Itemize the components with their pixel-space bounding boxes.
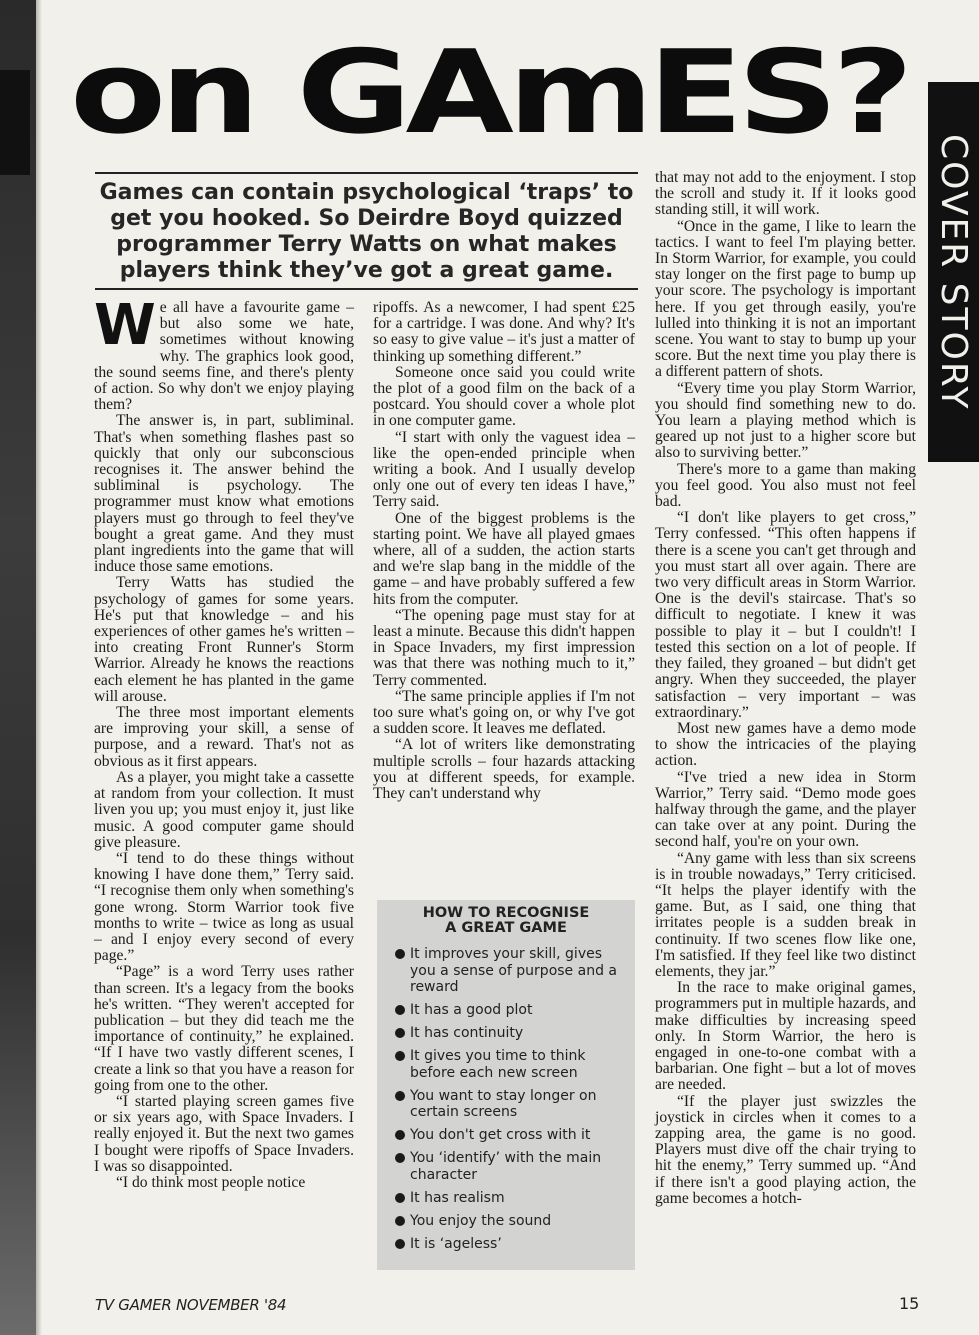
paragraph: In the race to make original games, programmers put in multiple hazards, and make difficulties by increasing speed only. In Storm Warrior, the hero is engaged in one-to-one combat with a barbarian. One fight – but a lot of moves are needed. (655, 979, 916, 1094)
sidebar-title-line: A GREAT GAME (445, 920, 567, 936)
paragraph: “Any game with less than six screens is in trouble nowadays,” Terry criticised. “It helps the player identify with the game. But, as I said, one thing that irritates people is a sudden break in continuity. If two scenes flow like one, I'm satisfied. If they feel like two distinct elements, they jar.” (655, 849, 916, 980)
checklist-item: It has a good plot (395, 1002, 621, 1019)
paragraph: “I've tried a new idea in Storm Warrior,” Terry said. “Demo mode goes halfway through the game, and the player can take over at any point. During the second half, you're on your own. (655, 768, 916, 851)
article-column-2 (373, 300, 635, 802)
drop-cap: W (94, 293, 156, 358)
checklist-item: It has continuity (395, 1025, 621, 1042)
paragraph-text: e all have a favourite game – but also some we hate, sometimes without knowing why. The graphics look good, the sound seems fine, and there's plenty of action. So why don't we enjoy playing them? (94, 299, 354, 414)
paragraph: “A lot of writers like demonstrating multiple scrolls – four hazards attacking you at different speeds, for example. They can't understand why (373, 736, 635, 803)
checklist-item: It gives you time to think before each new screen (395, 1048, 621, 1081)
checklist-item: You want to stay longer on certain screens (395, 1088, 621, 1121)
paragraph: that may not add to the enjoyment. I stop the scroll and study it. If it looks good standing still, it will work. (655, 169, 916, 219)
paragraph: The three most important elements are improving your skill, a sense of purpose, and a reward. That's not as obvious as it first appears. (94, 704, 354, 770)
standfirst: Games can contain psychological ‘traps’ to get you hooked. So Deirdre Boyd quizzed programmer Terry Watts on what makes players think they’ve got a great game. (95, 172, 638, 290)
section-tab-label: COVER STORY (933, 133, 974, 411)
page-gutter-shadow (0, 0, 36, 1335)
article-column-3 (655, 170, 916, 1207)
paragraph: “I started playing screen games five or six years ago, with Space Invaders. I really enjoyed it. But the next two games I bought were ripoffs of Space Invaders. I was so disappointed. (94, 1092, 354, 1175)
sidebar-box (377, 900, 635, 1270)
paragraph: There's more to a game than making you feel good. You also must not feel bad. (655, 460, 916, 511)
paragraph: The answer is, in part, subliminal. That's when something flashes past so quickly that only our subconscious recognises it. The answer behind the subliminal is psychology. The programmer must know what emotions players must go through to feel they've bought a great game. And they must plant ingredients into the game that will induce those same emotions. (94, 412, 354, 576)
paragraph: “I don't like players to get cross,” Terry confessed. “This often happens if there is a scene you can't get through and you must start all over again. There are two very difficult areas in Storm Warrior. One is the devil's staircase. That's so difficult to negotiate. I knew it was possible to play it – but I couldn't! I tested this section on a lot of people. If they failed, they groaned – but didn't get angry. When they succeeded, the player satisfaction – very important – was extraordinary.” (655, 509, 916, 721)
checklist (377, 946, 635, 1252)
checklist-item: You ‘identify’ with the main character (395, 1150, 621, 1183)
sidebar-box-title (377, 906, 635, 936)
paragraph: ripoffs. As a newcomer, I had spent £25 for a cartridge. I was done. And why? It's so easy to give value – it's just a matter of thinking up something different.” (373, 299, 635, 365)
paragraph: As a player, you might take a cassette at random from your collection. It must liven you up; you must enjoy it, just like music. A good computer game should give pleasure. (94, 768, 354, 851)
paragraph: “Every time you play Storm Warrior, you should find something new to do. You learn a playing method which is geared up not just to a higher score but also to surviving better.” (655, 379, 916, 462)
paragraph: “I tend to do these things without knowing I have done them,” Terry said. “I recognise them only when something's gone wrong. Storm Warrior took five months to write – twice as long as usual – and I enjoy every second of every page.” (94, 849, 354, 965)
paragraph: “The same principle applies if I'm not too sure what's going on, or why I've got a sudden score. It leaves me deflated. (373, 687, 635, 738)
paragraph (94, 293, 354, 414)
checklist-item: It is ‘ageless’ (395, 1236, 621, 1253)
checklist-item: It has realism (395, 1190, 621, 1207)
paragraph: “I start with only the vaguest idea – like the open-ended principle when writing a book. And I usually develop only one out of every ten ideas I have,” Terry said. (373, 428, 635, 511)
checklist-item: You don't get cross with it (395, 1127, 621, 1144)
paragraph: “Page” is a word Terry uses rather than screen. It's a legacy from the books he's written. “They weren't accepted for publication – but they did teach me the importance of continuity,” he explained. “If I have two vastly different scenes, I create a link so that you have a reason for going from one to the other. (94, 963, 354, 1094)
paragraph: One of the biggest problems is the starting point. We have all played gmaes where, all of a sudden, the action starts and we're slap bang in the middle of the game – and have probably suffered a few hits from the computer. (373, 509, 635, 608)
footer-publication: TV GAMER NOVEMBER '84 (95, 1296, 287, 1314)
paragraph: Most new games have a demo mode to show the intricacies of the playing action. (655, 719, 916, 770)
article-column-1 (94, 293, 354, 1191)
section-tab (928, 82, 979, 462)
paragraph: “I do think most people notice (116, 1173, 306, 1191)
paragraph: Terry Watts has studied the psychology of games for some years. He's put that knowledge – and his experiences of other games he's written – into creating Front Runner's Storm Warrior. Already he knows the reactions each element he has planted in the game will arouse. (94, 574, 354, 705)
checklist-item: You enjoy the sound (395, 1213, 621, 1230)
paragraph: “Once in the game, I like to learn the tactics. I want to feel I'm playing better. In Storm Warrior, for example, you could stay longer on the first page to bump up your score. The psychology is important here. If you get through easily, you're lulled into thinking it is not an important scene. You want to stay to bump up your score. But the next time you play there is a different pattern of shots. (655, 217, 916, 381)
paragraph: “The opening page must stay for at least a minute. Because this didn't happen in Space Invaders, my first impression was that there was nothing much to it,” Terry commented. (373, 606, 635, 689)
paragraph: “If the player just swizzles the joystick in circles when it comes to a zapping area, the game is no good. Players must dive off the chair trying to hit the enemy,” Terry summed up. “And if there isn't a good playing action, the game becomes a hotch- (655, 1092, 916, 1207)
checklist-item: It improves your skill, gives you a sense of purpose and a reward (395, 946, 621, 996)
headline-edge-fragment (0, 70, 30, 175)
headline: on GAmES? (70, 36, 908, 151)
sidebar-title-line: HOW TO RECOGNISE (422, 905, 590, 921)
paragraph: Someone once said you could write the plot of a good film on the back of a postcard. You should cover a whole plot in one computer game. (373, 363, 635, 430)
page-number: 15 (899, 1294, 920, 1313)
